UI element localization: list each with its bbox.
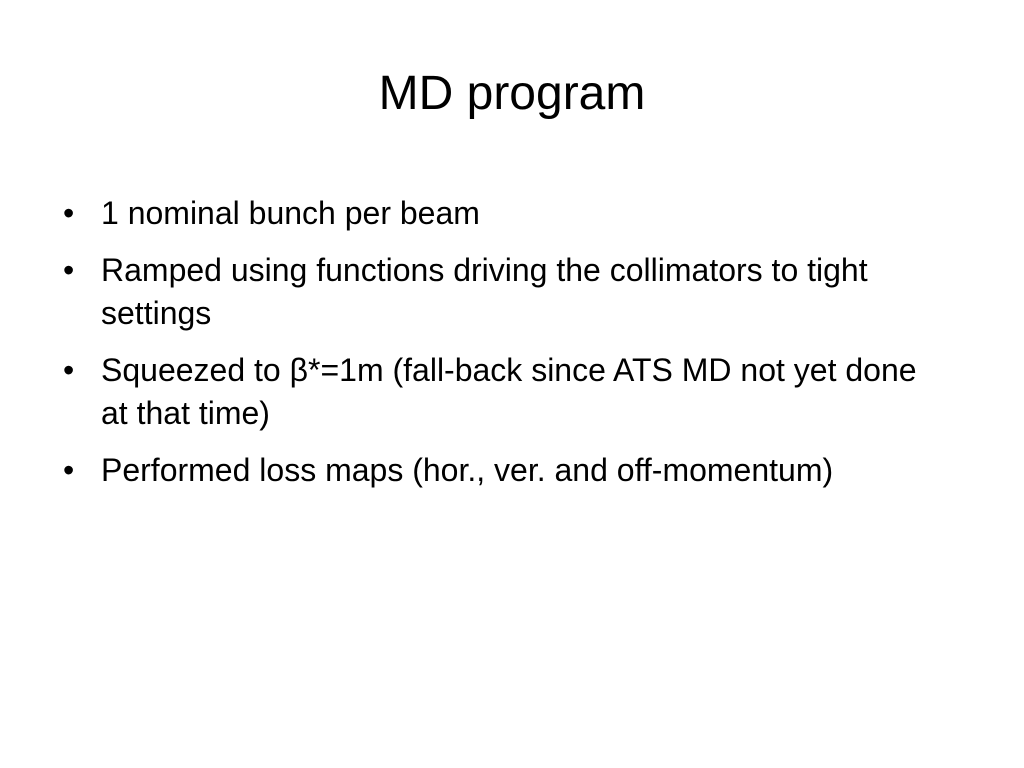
bullet-text: Performed loss maps (hor., ver. and off-momentum) xyxy=(101,452,834,488)
bullet-text: Ramped using functions driving the collimators to tight settings xyxy=(101,252,868,331)
bullet-item xyxy=(56,349,936,435)
bullet-dot-icon: • xyxy=(63,452,75,488)
bullet-list xyxy=(56,192,936,506)
bullet-item xyxy=(56,249,936,335)
bullet-dot-icon: • xyxy=(63,352,75,388)
slide-title: MD program xyxy=(378,67,646,120)
bullet-text: 1 nominal bunch per beam xyxy=(101,195,480,231)
bullet-text: Squeezed to β*=1m (fall-back since ATS MD not yet done at that time) xyxy=(101,352,917,431)
bullet-item xyxy=(56,192,936,235)
bullet-item xyxy=(56,449,936,492)
bullet-dot-icon: • xyxy=(63,195,75,231)
bullet-dot-icon: • xyxy=(63,252,75,288)
